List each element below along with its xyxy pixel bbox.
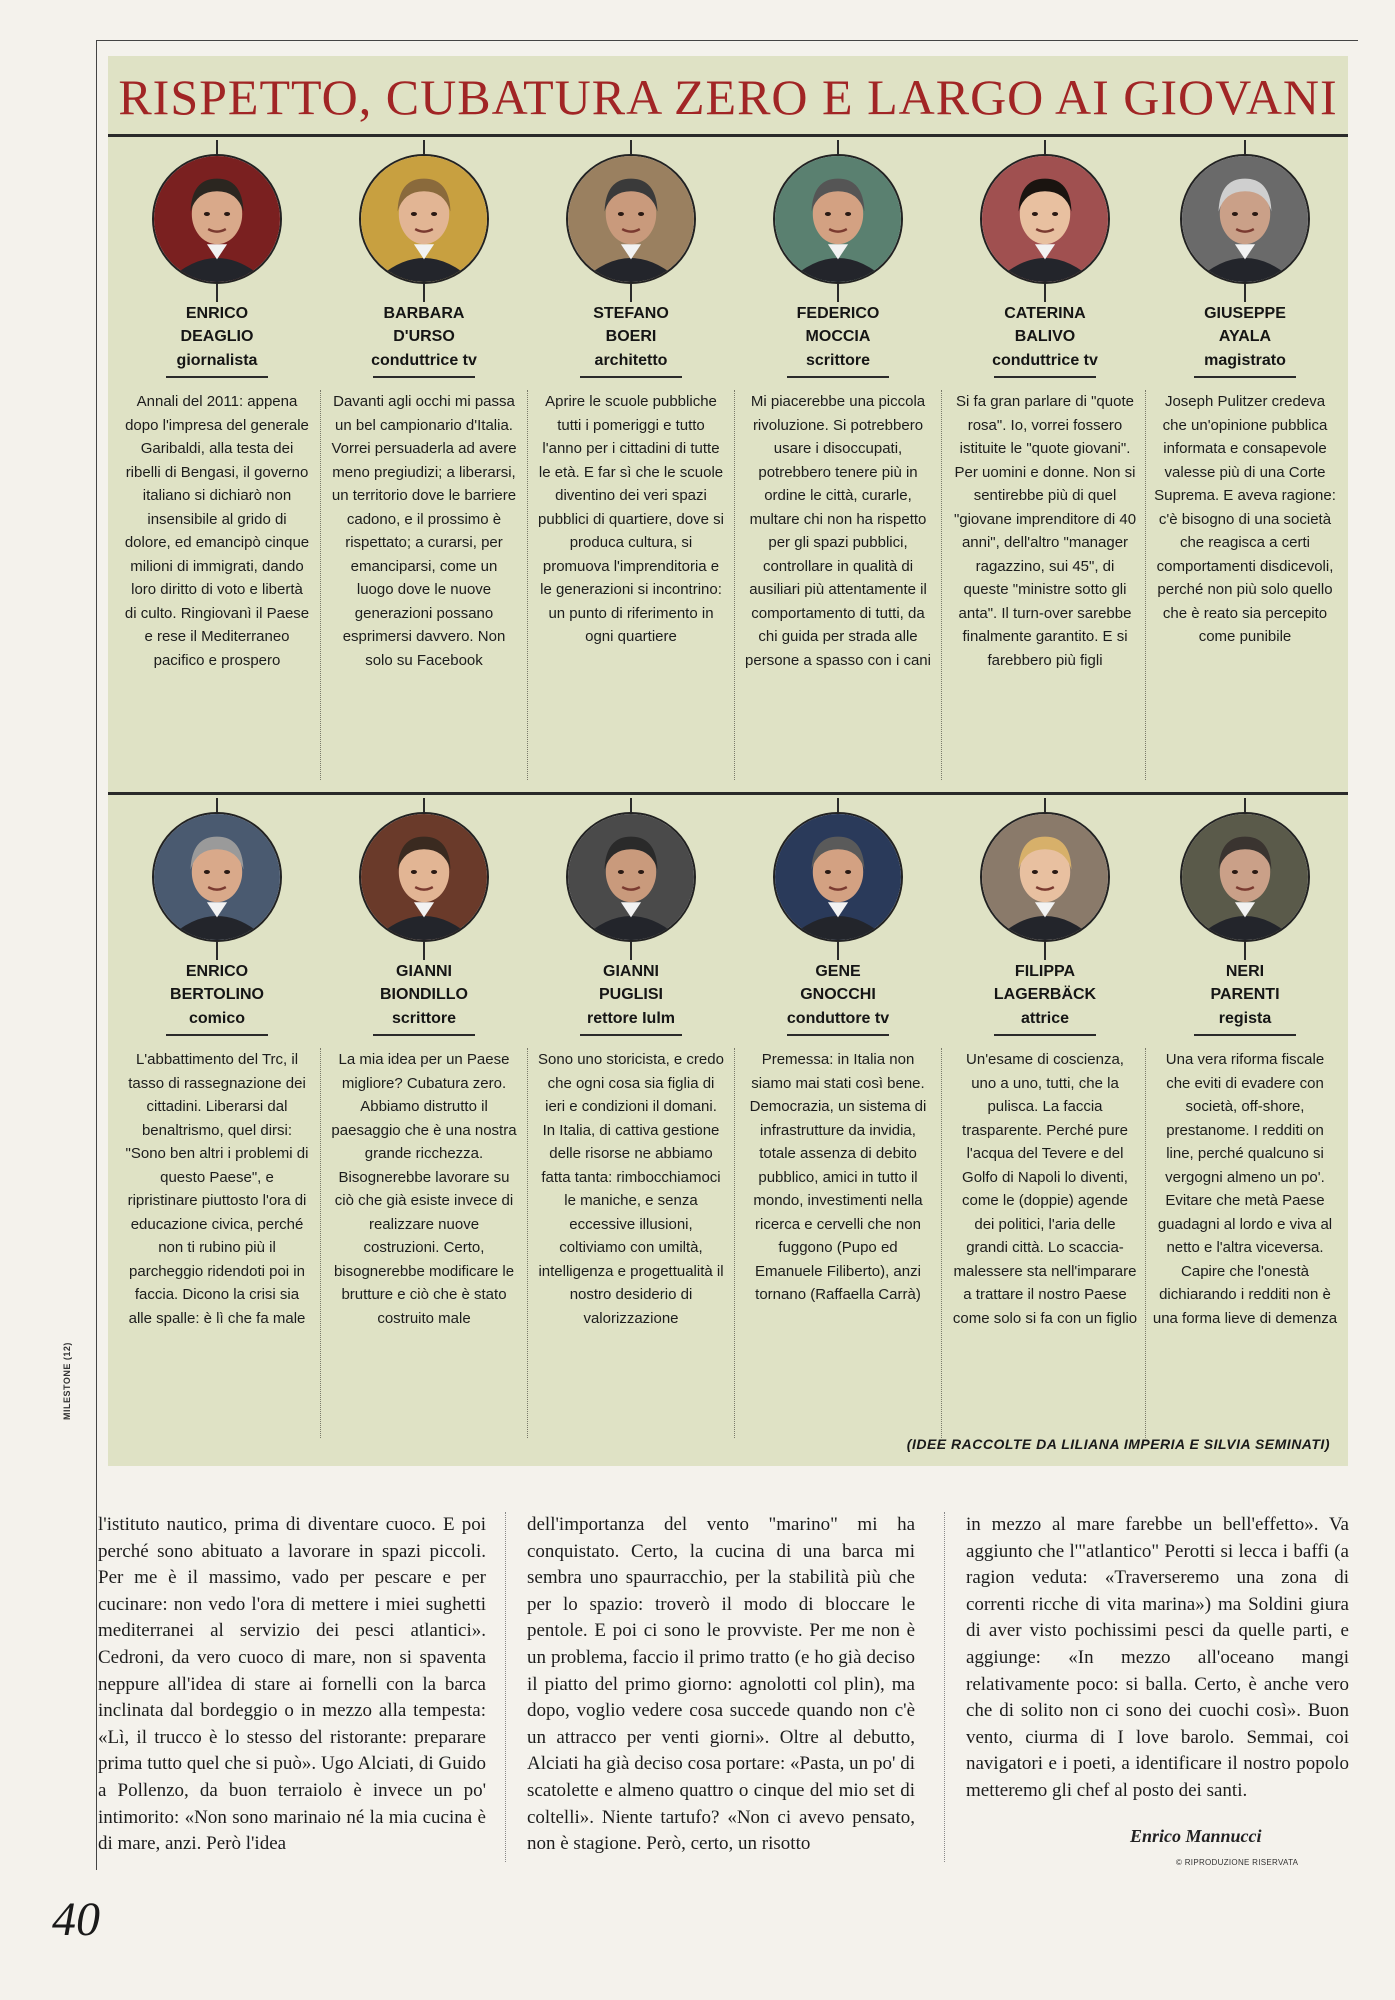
role-underline [787, 1034, 889, 1036]
connector-line [1044, 284, 1046, 302]
ideas-credit: (IDEE RACCOLTE DA LILIANA IMPERIA E SILVIA SEMINATI) [906, 1436, 1330, 1452]
column-divider [1145, 390, 1146, 780]
contributor-quote: Sono uno storicista, e credo che ogni cosa sia figlia di ieri e condizioni il domani. In Italia, di cattiva gestione delle risorse ne abbiamo fatta tanta: rimbocchiamoci le maniche, e senza eccessive illusioni, coltiviamo con umiltà, intelligenza e progettualità il nostro desiderio di valorizzazione [538, 1051, 724, 1327]
connector-line [423, 942, 425, 960]
portrait-photo [152, 812, 282, 942]
contributor-quote: L'abbattimento del Trc, il tasso di rassegnazione dei cittadini. Liberarsi dal benaltrismo, quel dirsi: "Sono ben altri i problemi di questo Paese", e ripristinare piuttosto l'ora di educazione civica, perché non ti rubino più il parcheggio ridendoti poi in faccia. Dicono la crisi sia alle spalle: è lì che fa male [125, 1051, 309, 1327]
name-last: BALIVO [1014, 328, 1076, 345]
name-last: DEAGLIO [180, 328, 254, 345]
contributor-role: regista [1218, 1010, 1272, 1027]
name-first: FILIPPA [1014, 963, 1076, 980]
author-signature: Enrico Mannucci [1130, 1826, 1262, 1846]
contributor-quote: Una vera riforma fiscale che eviti di evadere con società, off-shore, prestanome. I redditi on line, perché qualcuno si vergogni almeno un po'. Evitare che metà Paese guadagni al lordo e viva al netto e l'altra viceversa. Capire che l'onestà dichiarando i redditi non è una forma lieve di demenza [1152, 1051, 1338, 1327]
top-rule [96, 40, 1358, 41]
article-column-3: in mezzo al mare farebbe un bell'effetto». Va aggiunto che l'"atlantico" Perotti si lecca i baffi (a ragion veduta: «Traverseremo una zona di correnti ricche di vita marina») ma Soldini giura di aver visto pochissimi pesci da quelle parti, e aggiunge: «In mezzo all'oceano mangi relativamente poco: si balla. Certo, è anche vero che di solito non ci sono dei cuochi così». Buon vento, ciurma di I love barolo. Semmai, coi navigatori e i poeti, a identificare il nostro popolo metteremo gli chef al posto dei santi. [966, 1514, 1349, 1801]
name-last: D'URSO [393, 328, 455, 345]
role-underline [580, 376, 682, 378]
connector-line [1244, 798, 1246, 812]
contributor-quote: Premessa: in Italia non siamo mai stati così bene. Democrazia, un sistema di infrastrutture da invidia, totale assenza di debito pubblico, amici in tutto il mondo, investimenti nella ricerca e cervelli che non fuggono (Pupo ed Emanuele Filiberto), anzi tornano (Raffaella Carrà) [749, 1051, 927, 1303]
role-underline [1194, 376, 1296, 378]
contributor-name [321, 960, 527, 1006]
name-first: GENE [815, 963, 861, 980]
portrait-photo [359, 812, 489, 942]
connector-line [837, 140, 839, 154]
contributor-role: comico [188, 1010, 245, 1027]
portrait-photo [773, 154, 903, 284]
column-divider [941, 1048, 942, 1438]
column-divider [527, 390, 528, 780]
contributor-quote: Aprire le scuole pubbliche tutti i pomeriggi e tutto l'anno per i cittadini di tutte le età. E far sì che le scuole diventino dei veri spazi pubblici di quartiere, dove si produca cultura, si promuova l'imprenditoria e le generazioni si incontrino: un punto di riferimento in ogni quartiere [538, 393, 724, 645]
contributor-name [735, 302, 941, 348]
name-last: PUGLISI [598, 986, 663, 1003]
connector-line [216, 140, 218, 154]
contributor-quote: Davanti agli occhi mi passa un bel campionario d'Italia. Vorrei persuaderla ad avere meno pregiudizi; a liberarsi, un territorio dove le barriere cadono, e il prossimo è rispettato; a curarsi, per emanciparsi, come un luogo dove le nuove generazioni possano esprimersi davvero. Non solo su Facebook [331, 393, 517, 669]
row-rule-2 [108, 792, 1348, 795]
column-divider [505, 1512, 506, 1862]
name-first: BARBARA [383, 305, 465, 322]
contributor-name [942, 302, 1148, 348]
connector-line [630, 942, 632, 960]
connector-line [630, 284, 632, 302]
portrait-photo [359, 154, 489, 284]
connector-line [1244, 284, 1246, 302]
role-underline [1194, 1034, 1296, 1036]
contributor-quote: Si fa gran parlare di "quote rosa". Io, vorrei fossero istituite le "quote giovani". Per uomini e donne. Non si sentirebbe più di quel "giovane imprenditore di 40 anni", dell'altro "manager ragazzino, sui 45", di queste "ministre sotto gli anta". Il turn-over sarebbe finalmente garantito. E si farebbero più figli [953, 393, 1137, 669]
contributor-name [321, 302, 527, 348]
role-underline [787, 376, 889, 378]
role-underline [580, 1034, 682, 1036]
portrait-photo [566, 812, 696, 942]
connector-line [1044, 798, 1046, 812]
name-last: BIONDILLO [380, 986, 468, 1003]
role-underline [166, 1034, 268, 1036]
contributor-role: architetto [594, 352, 668, 369]
connector-line [1044, 140, 1046, 154]
name-first: ENRICO [185, 305, 249, 322]
connector-line [1244, 140, 1246, 154]
connector-line [1244, 942, 1246, 960]
role-underline [994, 376, 1096, 378]
column-divider [941, 390, 942, 780]
role-underline [373, 376, 475, 378]
name-first: STEFANO [593, 305, 669, 322]
portrait-photo [773, 812, 903, 942]
column-divider [527, 1048, 528, 1438]
contributor-quote: Mi piacerebbe una piccola rivoluzione. Si potrebbero usare i disoccupati, potrebbero tenere più in ordine le città, curarle, multare chi non ha rispetto per gli spazi pubblici, controllare in qualità di ausiliari più attentamente il comportamento di tutti, da chi guida per strada alle persone a spasso con i cani [745, 393, 931, 669]
connector-line [837, 942, 839, 960]
feature-box [108, 56, 1348, 1466]
contributor-name [942, 960, 1148, 1006]
contributor-role: giornalista [176, 352, 258, 369]
name-last: LAGERBÄCK [993, 986, 1097, 1003]
contributor-role: rettore Iulm [586, 1010, 675, 1027]
connector-line [837, 284, 839, 302]
connector-line [423, 284, 425, 302]
portrait-photo [152, 154, 282, 284]
column-divider [734, 1048, 735, 1438]
copyright-note: © RIPRODUZIONE RISERVATA [1176, 1858, 1299, 1867]
connector-line [216, 284, 218, 302]
row-rule-1 [108, 134, 1348, 137]
column-divider [1145, 1048, 1146, 1438]
name-first: FEDERICO [796, 305, 880, 322]
contributor-name [735, 960, 941, 1006]
connector-line [216, 942, 218, 960]
page-number: 40 [52, 1893, 100, 1946]
name-first: NERI [1225, 963, 1265, 980]
role-underline [994, 1034, 1096, 1036]
name-first: GIANNI [396, 963, 452, 980]
contributor-name [1142, 960, 1348, 1006]
contributor-name [114, 960, 320, 1006]
portrait-photo [980, 812, 1110, 942]
column-divider [320, 1048, 321, 1438]
left-rule [96, 40, 97, 1870]
connector-line [423, 798, 425, 812]
contributor-role: scrittore [391, 1010, 457, 1027]
contributor-role: conduttrice tv [371, 352, 477, 369]
portrait-photo [980, 154, 1110, 284]
contributor-quote: Un'esame di coscienza, uno a uno, tutti, che la pulisca. La faccia trasparente. Perché pure l'acqua del Tevere e del Golfo di Napoli lo diventi, come le (doppie) agende dei politici, l'aria delle grandi città. Lo scaccia-malessere sta nell'imparare a trattare il nostro Paese come solo si fa con un figlio [952, 1051, 1138, 1327]
headline: RISPETTO, CUBATURA ZERO E LARGO AI GIOVANI [118, 69, 1338, 125]
role-underline [373, 1034, 475, 1036]
connector-line [216, 798, 218, 812]
contributor-quote: Annali del 2011: appena dopo l'impresa del generale Garibaldi, alla testa dei ribelli di Bengasi, il governo italiano si dichiarò non insensibile al grido di dolore, ed emancipò cinque milioni di immigrati, dando loro diritto di voto e libertà di culto. Ringiovanì il Paese e rese il Mediterraneo pacifico e prospero [124, 393, 310, 669]
role-underline [166, 376, 268, 378]
article-column-1: l'istituto nautico, prima di diventare cuoco. E poi perché sono abituato a lavorare in spazi piccoli. Per me è il massimo, vado per pescare e per cucinare: non vedo l'ora di mettere i miei sughetti mediterranei al servizio dei pesci atlantici». Cedroni, da vero cuoco di mare, non si spaventa neppure all'idea di stare ai fornelli con la barca inclinata dal bordeggio o in mezzo alla tempesta: «Lì, il trucco è lo stesso del ristorante: preparare prima tutto quel che si può». Ugo Alciati, di Guido a Pollenzo, da buon terraiolo è invece un po' intimorito: «Non sono marinaio né la mia cucina è di mare, anzi. Però l'idea [98, 1514, 486, 1855]
portrait-photo [1180, 812, 1310, 942]
contributor-name [528, 960, 734, 1006]
connector-line [837, 798, 839, 812]
name-first: ENRICO [185, 963, 249, 980]
contributor-role: scrittore [805, 352, 871, 369]
name-last: BOERI [605, 328, 657, 345]
article-column-2: dell'importanza del vento "marino" mi ha conquistato. Certo, la cucina di una barca mi sembra uno spaurracchio, per la stabilità più che per lo spazio: troverò il modo di bloccare le pentole. E poi ci sono le provviste. Per me non è un problema, faccio il primo tratto (e ho già deciso il piatto del primo giorno: agnolotti col plin), ma dopo, voglio vedere cosa succede quando non c'è un attracco per venti giorni». Oltre al debutto, Alciati ha già deciso cosa portare: «Pasta, un po' di scatolette e almeno quattro o cinque del mio set di coltelli». Niente tartufo? «Non ci avevo pensato, non è stagione. Però, certo, un risotto [527, 1514, 915, 1855]
name-first: GIANNI [603, 963, 659, 980]
contributor-role: conduttrice tv [992, 352, 1098, 369]
contributor-role: attrice [1020, 1010, 1070, 1027]
connector-line [630, 798, 632, 812]
contributor-role: magistrato [1204, 352, 1286, 369]
name-last: PARENTI [1210, 986, 1280, 1003]
connector-line [1044, 942, 1046, 960]
portrait-photo [566, 154, 696, 284]
name-last: MOCCIA [805, 328, 871, 345]
portrait-photo [1180, 154, 1310, 284]
contributor-quote: La mia idea per un Paese migliore? Cubatura zero. Abbiamo distrutto il paesaggio che è una nostra grande ricchezza. Bisognerebbe lavorare su ciò che già esiste invece di realizzare nuove costruzioni. Certo, bisognerebbe modificare le brutture e ciò che è stato costruito male [331, 1051, 517, 1327]
connector-line [423, 140, 425, 154]
name-first: CATERINA [1004, 305, 1086, 322]
name-first: GIUSEPPE [1204, 305, 1286, 322]
column-divider [320, 390, 321, 780]
name-last: AYALA [1218, 328, 1272, 345]
connector-line [630, 140, 632, 154]
name-last: GNOCCHI [800, 986, 876, 1003]
contributor-name [114, 302, 320, 348]
column-divider [944, 1512, 945, 1862]
contributor-quote: Joseph Pulitzer credeva che un'opinione pubblica informata e consapevole valesse più di una Corte Suprema. E aveva ragione: c'è bisogno di una società che reagisca a certi comportamenti disdicevoli, perché non più solo quello che è reato sia percepito come punibile [1154, 393, 1336, 645]
contributor-name [1142, 302, 1348, 348]
contributor-role: conduttore tv [786, 1010, 890, 1027]
photo-credit: MILESTONE (12) [62, 1342, 72, 1420]
name-last: BERTOLINO [170, 986, 264, 1003]
contributor-name [528, 302, 734, 348]
column-divider [734, 390, 735, 780]
